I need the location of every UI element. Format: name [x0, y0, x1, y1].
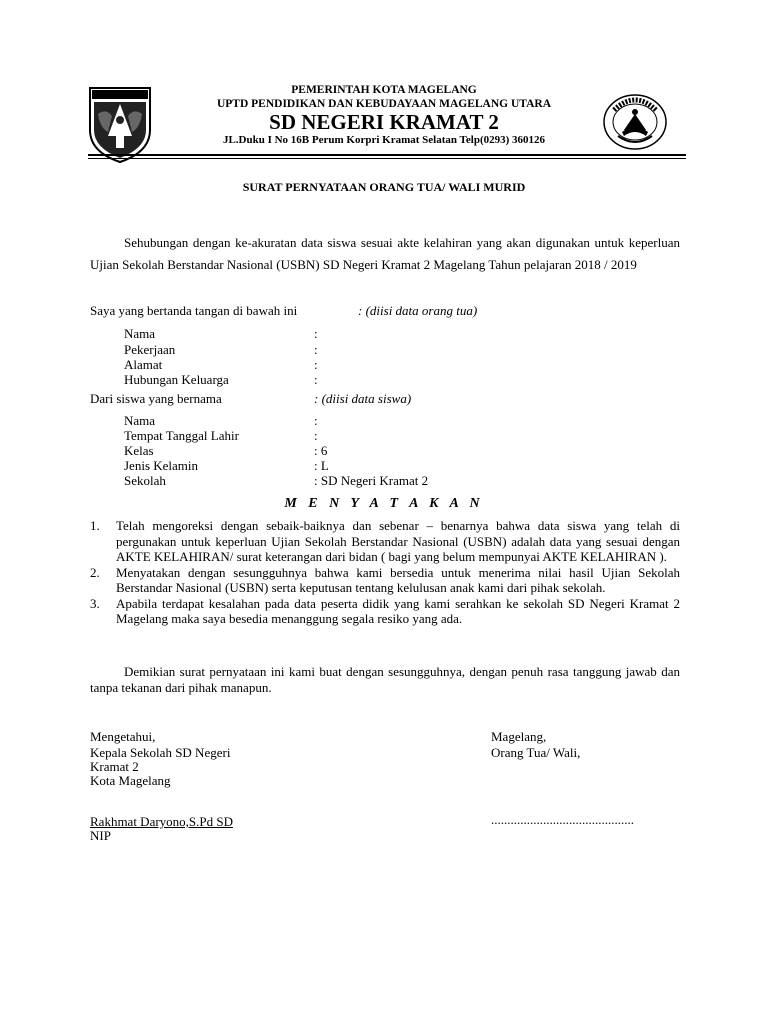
field-label: Tempat Tanggal Lahir — [124, 428, 239, 443]
field-value: : SD Negeri Kramat 2 — [314, 473, 429, 488]
signature-left — [90, 730, 230, 788]
signature-left-name-block — [90, 815, 233, 843]
declaration-item — [90, 565, 680, 596]
item-number: 1. — [90, 518, 100, 533]
field-label: Jenis Kelamin — [124, 458, 199, 473]
field-value: : L — [314, 458, 329, 473]
field-value: : — [314, 372, 318, 387]
sig-left-line2: Kepala Sekolah SD Negeri — [90, 745, 231, 760]
letterhead-divider-thin — [88, 158, 686, 159]
item-number: 2. — [90, 564, 100, 580]
sig-left-line4: Kota Magelang — [90, 773, 171, 788]
sig-right-line2: Orang Tua/ Wali, — [491, 745, 581, 760]
field-value: : — [314, 342, 318, 357]
declaration-list — [90, 518, 680, 627]
field-label: Sekolah — [124, 473, 166, 488]
letterhead-department: UPTD PENDIDIKAN DAN KEBUDAYAAN MAGELANG UTARA — [216, 98, 552, 110]
field-value: : — [314, 413, 318, 428]
field-value: : 6 — [314, 443, 328, 458]
item-text: Apabila terdapat kesalahan pada data peserta didik yang kami serahkan ke sekolah SD Negeri Kramat 2 Magelang maka saya besedia menanggung segala resiko yang ada. — [116, 595, 680, 626]
intro-text: Sehubungan dengan ke-akuratan data siswa sesuai akte kelahiran yang akan digunakan untuk keperluan Ujian Sekolah Berstandar Nasional (USBN) SD Negeri Kramat 2 Magelang Tahun pelajaran 2018 / 2019 — [90, 235, 680, 272]
item-text: Menyatakan dengan sesungguhnya bahwa kami bersedia untuk menerima nilai hasil Ujian Sekolah Berstandar Nasional (USBN) serta keputusan tentang kelulusan anak kami dari pihak sekolah. — [116, 564, 680, 595]
signature-right-dots: ............................................ — [491, 812, 634, 827]
field-label: Nama — [124, 326, 156, 341]
closing-paragraph — [90, 664, 680, 696]
item-number: 3. — [90, 595, 100, 611]
letterhead-school-name: SD NEGERI KRAMAT 2 — [269, 110, 499, 134]
headmaster-nip: NIP — [90, 828, 111, 843]
parent-section-label: Saya yang bertanda tangan di bawah ini — [90, 303, 298, 318]
field-label: Kelas — [124, 443, 154, 458]
sig-left-line3: Kramat 2 — [90, 759, 139, 774]
intro-paragraph — [90, 232, 680, 276]
headmaster-name: Rakhmat Daryono,S.Pd SD — [90, 814, 233, 829]
field-value: : — [314, 428, 318, 443]
closing-text: Demikian surat pernyataan ini kami buat dengan sesungguhnya, dengan penuh rasa tanggung jawab dan tanpa tekanan dari pihak manapun. — [90, 664, 680, 695]
letterhead-divider-thick — [88, 154, 686, 156]
sig-left-line1: Mengetahui, — [90, 729, 156, 744]
student-section-label: Dari siswa yang bernama — [90, 391, 222, 406]
document-title: SURAT PERNYATAAN ORANG TUA/ WALI MURID — [242, 180, 526, 194]
field-value: : — [314, 357, 318, 372]
declaration-item — [90, 596, 680, 627]
field-value: : — [314, 326, 318, 341]
declaration-item — [90, 518, 680, 565]
field-label: Hubungan Keluarga — [124, 372, 229, 387]
item-text: Telah mengoreksi dengan sebaik-baiknya dan sebenar – benarnya bahwa data siswa yang telah di pergunakan untuk keperluan Ujian Sekolah Berstandar Nasional (USBN) adalah data yang sesuai dengan AKTE KELAHIRAN/ surat keterangan dari bidan ( bagi yang belum mempunyai AKTE KELAHIRAN ). — [116, 518, 680, 564]
student-section-hint: : (diisi data siswa) — [314, 391, 412, 406]
signature-right — [491, 730, 580, 760]
field-label: Pekerjaan — [124, 342, 176, 357]
field-label: Alamat — [124, 357, 163, 372]
field-label: Nama — [124, 413, 156, 428]
sig-right-line1: Magelang, — [491, 729, 547, 744]
letterhead-government: PEMERINTAH KOTA MAGELANG — [291, 84, 477, 96]
letterhead-address: JL.Duku I No 16B Perum Korpri Kramat Selatan Telp(0293) 360126 — [222, 134, 546, 146]
parent-section-hint: : (diisi data orang tua) — [358, 303, 478, 318]
declaration-heading: M E N Y A T A K A N — [284, 496, 484, 511]
